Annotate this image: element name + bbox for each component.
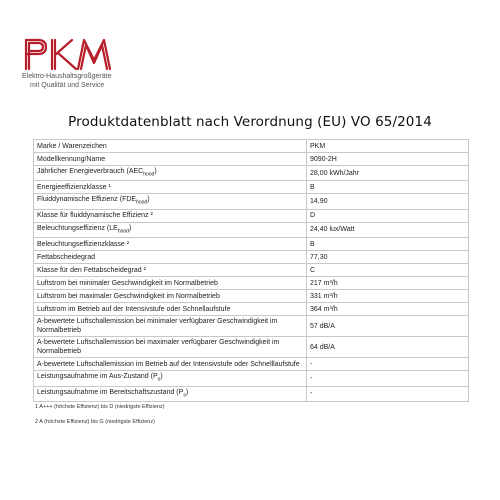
row-value: 217 m³/h bbox=[307, 277, 469, 290]
row-label-text: Beleuchtungseffizienz (LE bbox=[37, 224, 118, 232]
row-label bbox=[34, 194, 307, 209]
row-label: Klasse für den Fettabscheidegrad ² bbox=[34, 264, 307, 277]
row-label: A-bewertete Luftschallemission bei maximaler verfügbarer Geschwindigkeit im Normalbetrieb bbox=[34, 337, 307, 358]
row-label-subscript: hood bbox=[136, 199, 148, 206]
row-label: Beleuchtungseffizienzklasse ² bbox=[34, 238, 307, 251]
row-value: B bbox=[307, 181, 469, 194]
row-label bbox=[34, 386, 307, 401]
row-label: A-bewertete Luftschallemission bei minimaler verfügbarer Geschwindigkeit im Normalbetrieb bbox=[34, 316, 307, 337]
table-row bbox=[34, 277, 469, 290]
table-row bbox=[34, 337, 469, 358]
table-row bbox=[34, 264, 469, 277]
row-label: Fettabscheidegrad bbox=[34, 251, 307, 264]
row-label-text: Leistungsaufnahme im Aus-Zustand (P bbox=[37, 373, 158, 381]
table-row bbox=[34, 166, 469, 181]
pkm-logo-mark bbox=[22, 36, 114, 72]
row-value: 64 dB/A bbox=[307, 337, 469, 358]
row-label-subscript: hood bbox=[117, 228, 129, 235]
logo-tagline-2: mit Qualität und Service bbox=[30, 82, 105, 89]
row-label-suffix: ) bbox=[154, 168, 157, 175]
table-row bbox=[34, 386, 469, 401]
row-label bbox=[34, 371, 307, 386]
brand-logo bbox=[22, 36, 142, 90]
table-row bbox=[34, 303, 469, 316]
table-row bbox=[34, 140, 469, 153]
row-label: Energieeffizienzklasse ¹ bbox=[34, 181, 307, 194]
row-value: 331 m³/h bbox=[307, 290, 469, 303]
table-row bbox=[34, 316, 469, 337]
row-value: - bbox=[307, 371, 469, 386]
row-label-suffix: ) bbox=[128, 224, 132, 232]
row-value: 24,40 lux/Watt bbox=[307, 222, 469, 237]
product-data-table bbox=[33, 139, 469, 402]
row-value: 57 dB/A bbox=[307, 316, 469, 337]
row-label: Klasse für fluiddynamische Effizienz ² bbox=[34, 209, 307, 222]
row-label: Luftstrom bei minimaler Geschwindigkeit im Normalbetrieb bbox=[34, 277, 307, 290]
row-label-subscript: s bbox=[183, 391, 186, 398]
row-label-text: Leistungsaufnahme im Bereitschaftszustand (P bbox=[37, 388, 184, 396]
footnote-1: 1 A+++ (höchste Effizienz) bis D (niedrigste Effizienz) bbox=[35, 404, 165, 410]
table-row bbox=[34, 194, 469, 209]
row-value: D bbox=[307, 209, 469, 222]
table-row bbox=[34, 209, 469, 222]
table-row bbox=[34, 290, 469, 303]
row-value: 28,00 kWh/Jahr bbox=[307, 166, 469, 181]
table-row bbox=[34, 371, 469, 386]
table-row bbox=[34, 358, 469, 371]
row-label-subscript: o bbox=[157, 376, 161, 383]
row-value: 9090-2H bbox=[307, 153, 469, 166]
row-value: 364 m³/h bbox=[307, 303, 469, 316]
row-value: C bbox=[307, 264, 469, 277]
row-label bbox=[34, 166, 307, 181]
row-value: B bbox=[307, 238, 469, 251]
row-label-suffix: ) bbox=[160, 373, 163, 381]
row-label-suffix: ) bbox=[147, 196, 150, 204]
row-value: PKM bbox=[307, 140, 469, 153]
logo-tagline-1: Elektro-Haushaltsgroßgeräte bbox=[22, 73, 112, 80]
page-title: Produktdatenblatt nach Verordnung (EU) VO 65/2014 bbox=[68, 114, 432, 130]
table-row bbox=[34, 153, 469, 166]
row-value: - bbox=[307, 386, 469, 401]
table-row bbox=[34, 181, 469, 194]
row-label: A-bewertete Luftschallemission im Betrieb auf der Intensivstufe oder Schnelllaufstufe bbox=[34, 358, 307, 371]
table-row bbox=[34, 251, 469, 264]
row-value: 77,30 bbox=[307, 251, 469, 264]
table-row bbox=[34, 238, 469, 251]
row-label bbox=[34, 222, 307, 237]
table-row bbox=[34, 222, 469, 237]
row-label-text: Jährlicher Energieverbrauch (AEC bbox=[37, 168, 144, 175]
row-label-suffix: ) bbox=[185, 388, 189, 396]
row-value: 14,90 bbox=[307, 194, 469, 209]
row-label: Modellkennung/Name bbox=[34, 153, 307, 166]
row-label-text: Fluiddynamische Effizienz (FDE bbox=[37, 196, 137, 204]
row-label: Marke / Warenzeichen bbox=[34, 140, 307, 153]
row-label: Luftstrom bei maximaler Geschwindigkeit im Normalbetrieb bbox=[34, 290, 307, 303]
footnote-2: 2 A (höchste Effizienz) bis G (niedrigste Effizienz) bbox=[35, 419, 155, 425]
row-label: Luftstrom im Betrieb auf der Intensivstufe oder Schnellaufstufe bbox=[34, 303, 307, 316]
row-value: - bbox=[307, 358, 469, 371]
row-label-subscript: hood bbox=[143, 171, 155, 178]
